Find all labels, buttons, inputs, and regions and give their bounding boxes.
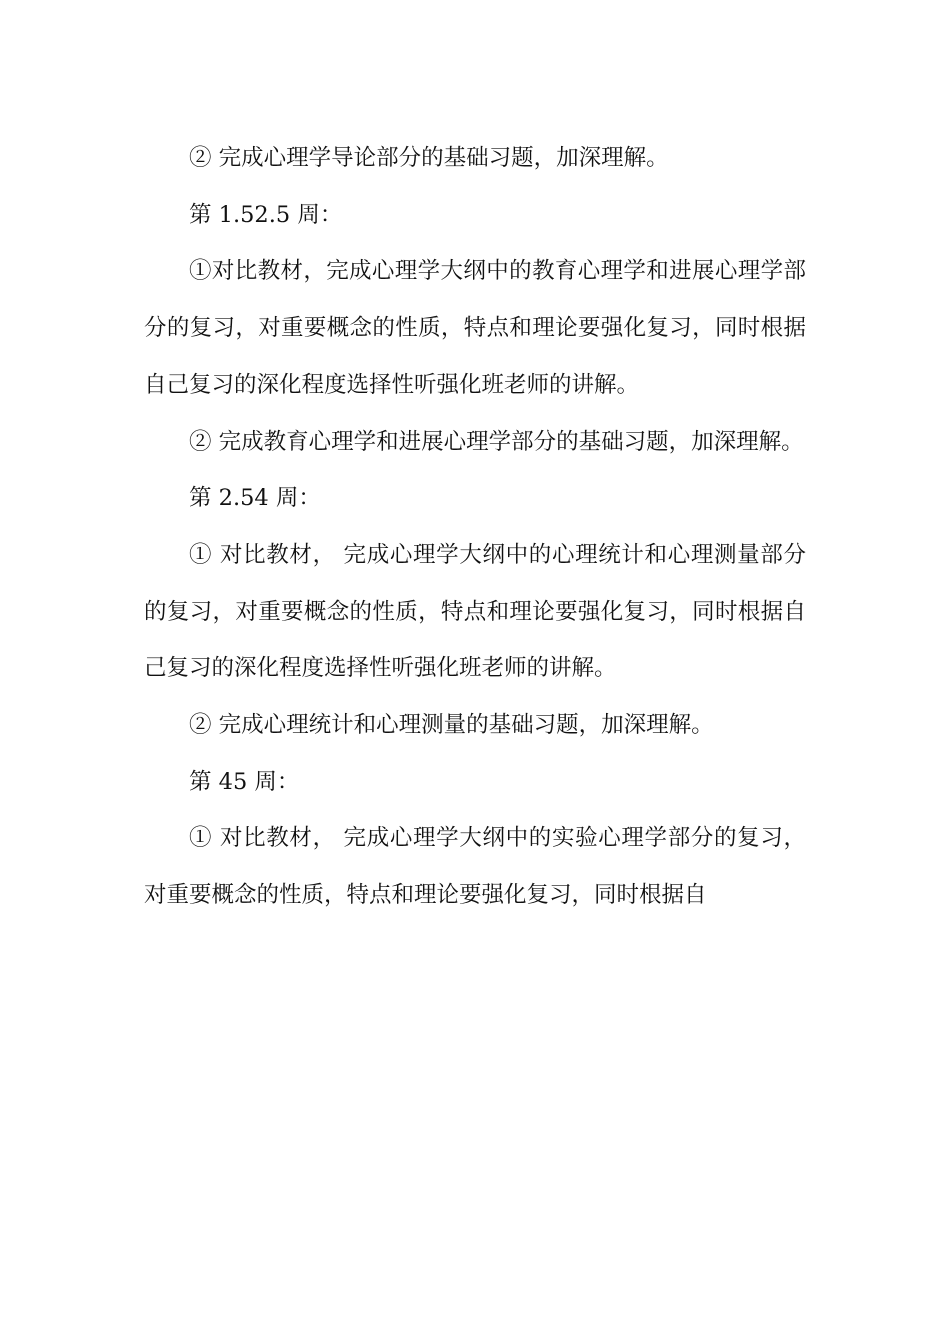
paragraph-review-experimental: ① 对比教材， 完成心理学大纲中的实验心理学部分的复习，对重要概念的性质，特点和理论要强化复习，同时根据自	[144, 825, 806, 909]
paragraph-exercise-statistics-measurement: ② 完成心理统计和心理测量的基础习题，加深理解。	[189, 712, 714, 739]
document-body	[144, 130, 806, 924]
heading-week-4-5: 第 45 周：	[189, 768, 300, 795]
paragraph-review-education-development: ①对比教材，完成心理学大纲中的教育心理学和进展心理学部分的复习，对重要概念的性质，特点和理论要强化复习，同时根据自己复习的深化程度选择性听强化班老师的讲解。	[144, 258, 806, 398]
paragraph-review-statistics-measurement: ① 对比教材， 完成心理学大纲中的心理统计和心理测量部分的复习，对重要概念的性质，特点和理论要强化复习，同时根据自己复习的深化程度选择性听强化班老师的讲解。	[144, 541, 806, 682]
heading-week-2-5: 第 2.54 周：	[189, 485, 321, 512]
heading-week-1-5: 第 1.52.5 周：	[189, 201, 343, 228]
paragraph-exercise-intro: ② 完成心理学导论部分的基础习题，加深理解。	[189, 145, 669, 171]
paragraph-exercise-education-development: ② 完成教育心理学和进展心理学部分的基础习题，加深理解。	[189, 428, 804, 455]
